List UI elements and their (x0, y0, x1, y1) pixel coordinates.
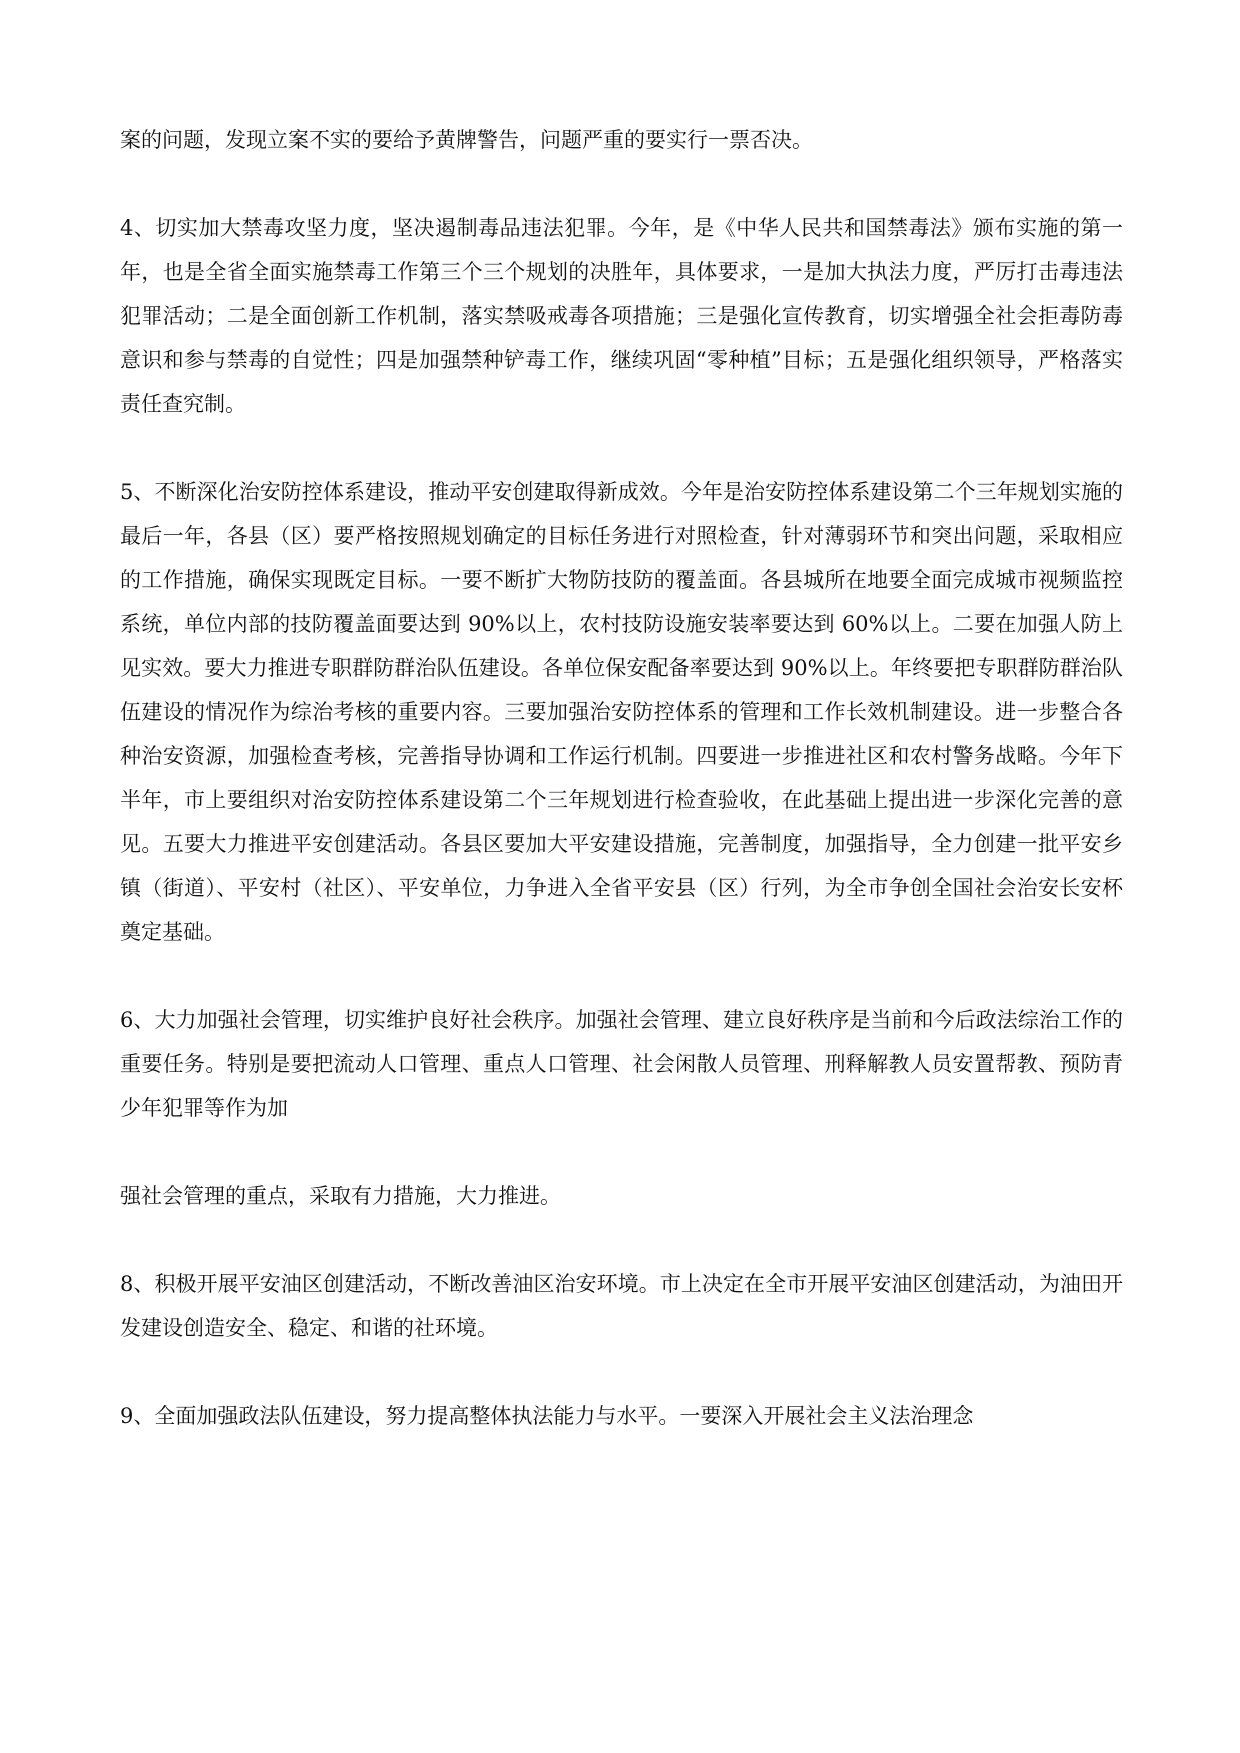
paragraph-gap (120, 426, 1123, 470)
paragraph-gap (120, 1350, 1123, 1394)
paragraph-gap (120, 954, 1123, 998)
paragraph-continuation: 案的问题，发现立案不实的要给予黄牌警告，问题严重的要实行一票否决。 (120, 128, 813, 152)
paragraph-item-9: 9、全面加强政法队伍建设，努力提高整体执法能力与水平。一要深入开展社会主义法治理念 (120, 1404, 974, 1428)
paragraph-item-6-continued: 强社会管理的重点，采取有力措施，大力推进。 (120, 1184, 561, 1208)
document-page (120, 118, 1123, 1438)
paragraph-gap (120, 1130, 1123, 1174)
paragraph-item-5: 5、不断深化治安防控体系建设，推动平安创建取得新成效。今年是治安防控体系建设第二个三年规划实施的最后一年，各县（区）要严格按照规划确定的目标任务进行对照检查，针对薄弱环节和突出问题，采取相应的工作措施，确保实现既定目标。一要不断扩大物防技防的覆盖面。各县城所在地要全面完成城市视频监控系统，单位内部的技防覆盖面要达到 90%以上，农村技防设施安装率要达到 60%以上。二要在加强人防上见实效。要大力推进专职群防群治队伍建设。各单位保安配备率要达到 90%以上。年终要把专职群防群治队伍建设的情况作为综治考核的重要内容。三要加强治安防控体系的管理和工作长效机制建设。进一步整合各种治安资源，加强检查考核，完善指导协调和工作运行机制。四要进一步推进社区和农村警务战略。今年下半年，市上要组织对治安防控体系建设第二个三年规划进行检查验收，在此基础上提出进一步深化完善的意见。五要大力推进平安创建活动。各县区要加大平安建设措施，完善制度，加强指导，全力创建一批平安乡镇（街道）、平安村（社区）、平安单位，力争进入全省平安县（区）行列，为全市争创全国社会治安长安杯奠定基础。 (120, 480, 1123, 944)
paragraph-gap (120, 162, 1123, 206)
paragraph-item-6: 6、大力加强社会管理，切实维护良好社会秩序。加强社会管理、建立良好秩序是当前和今后政法综治工作的重要任务。特别是要把流动人口管理、重点人口管理、社会闲散人员管理、刑释解教人员安置帮教、预防青少年犯罪等作为加 (120, 1008, 1123, 1120)
paragraph-item-4: 4、切实加大禁毒攻坚力度，坚决遏制毒品违法犯罪。今年，是《中华人民共和国禁毒法》颁布实施的第一年，也是全省全面实施禁毒工作第三个三个规划的决胜年，具体要求，一是加大执法力度，严厉打击毒违法犯罪活动；二是全面创新工作机制，落实禁吸戒毒各项措施；三是强化宣传教育，切实增强全社会拒毒防毒意识和参与禁毒的自觉性；四是加强禁种铲毒工作，继续巩固“零种植”目标；五是强化组织领导，严格落实责任查究制。 (120, 216, 1123, 416)
paragraph-gap (120, 1218, 1123, 1262)
paragraph-item-8: 8、积极开展平安油区创建活动，不断改善油区治安环境。市上决定在全市开展平安油区创建活动，为油田开发建设创造安全、稳定、和谐的社环境。 (120, 1272, 1123, 1340)
